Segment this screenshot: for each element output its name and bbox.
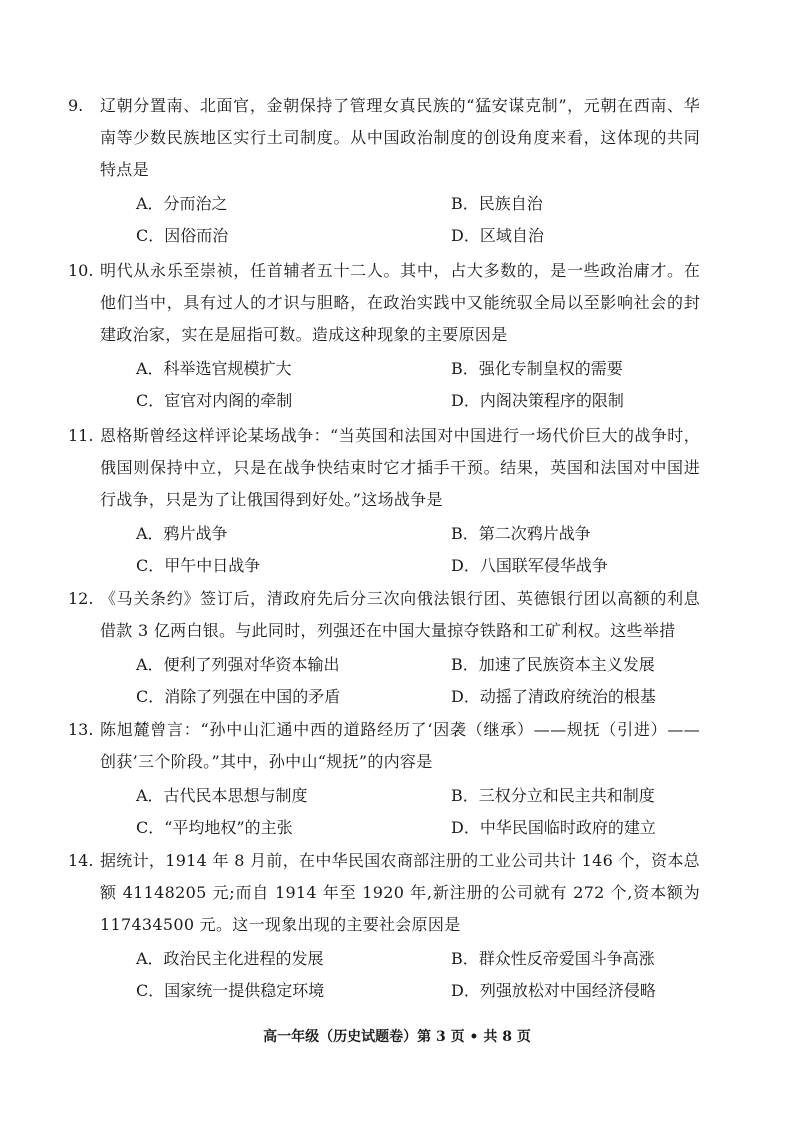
- question-10: [68, 255, 700, 417]
- question-number: 11.: [68, 426, 94, 445]
- option-c: C．消除了列强在中国的矛盾: [136, 687, 341, 706]
- options-grid: [136, 780, 700, 844]
- question-stem: 《马关条约》签订后，清政府先后分三次向俄法银行团、英德银行团以高额的利息借款 3 亿两白银。与此同时，列强还在中国大量掠夺铁路和工矿利权。这些举措: [100, 589, 700, 640]
- option-b: B．三权分立和民主共和制度: [451, 786, 655, 805]
- option-d: D．动摇了清政府统治的根基: [451, 687, 656, 706]
- option-c: C．因俗而治: [136, 226, 229, 245]
- option-c: C．国家统一提供稳定环境: [136, 981, 325, 1000]
- option-d: D．区域自治: [451, 226, 544, 245]
- option-c: C．“平均地权”的主张: [136, 818, 293, 837]
- question-13: [68, 714, 700, 844]
- page-footer: 高一年级（历史试题卷）第 3 页 • 共 8 页: [263, 1029, 531, 1045]
- option-b: B．第二次鸦片战争: [451, 524, 591, 543]
- question-stem: 陈旭麓曾言：“孙中山汇通中西的道路经历了‘因袭（继承）——规抚（引进）——创获’三个阶段。”其中，孙中山“规抚”的内容是: [100, 720, 700, 771]
- question-12: [68, 583, 700, 713]
- option-d: D．中华民国临时政府的建立: [451, 818, 656, 837]
- question-stem: 辽朝分置南、北面官，金朝保持了管理女真民族的“猛安谋克制”，元朝在西南、华南等少数民族地区实行土司制度。从中国政治制度的创设角度来看，这体现的共同特点是: [100, 96, 700, 179]
- option-a: A．分而治之: [136, 194, 228, 213]
- option-d: D．内阁决策程序的限制: [451, 391, 624, 410]
- option-b: B．民族自治: [451, 194, 543, 213]
- option-b: B．加速了民族资本主义发展: [451, 655, 655, 674]
- options-grid: [136, 649, 700, 713]
- question-number: 12.: [68, 589, 94, 608]
- question-9: [68, 90, 700, 252]
- options-grid: [136, 518, 700, 582]
- option-a: A．政治民主化进程的发展: [136, 949, 324, 968]
- question-stem: 明代从永乐至崇祯，任首辅者五十二人。其中，占大多数的，是一些政治庸才。在他们当中，具有过人的才识与胆略，在政治实践中又能统驭全局以至影响社会的封建政治家，实在是屈指可数。造成这种现象的主要原因是: [100, 261, 700, 344]
- question-number: 10.: [68, 261, 94, 280]
- options-grid: [136, 943, 700, 1007]
- option-a: A．便利了列强对华资本输出: [136, 655, 340, 674]
- option-a: A．古代民本思想与制度: [136, 786, 308, 805]
- question-number: 14.: [68, 851, 94, 870]
- option-d: D．八国联军侵华战争: [451, 556, 608, 575]
- question-stem: 据统计，1914 年 8 月前，在中华民国农商部注册的工业公司共计 146 个，资本总额 41148205 元;而自 1914 年至 1920 年,新注册的公司就有 272 个,资本额为 117434500 元。这一现象出现的主要社会原因是: [100, 851, 700, 934]
- option-c: C．宦官对内阁的牵制: [136, 391, 293, 410]
- option-c: C．甲午中日战争: [136, 556, 261, 575]
- option-a: A．科举选官规模扩大: [136, 359, 292, 378]
- option-b: B．强化专制皇权的需要: [451, 359, 623, 378]
- options-grid: [136, 353, 700, 417]
- question-11: [68, 420, 700, 582]
- question-number: 13.: [68, 720, 94, 739]
- question-number: 9.: [68, 96, 84, 115]
- question-14: [68, 845, 700, 1007]
- option-d: D．列强放松对中国经济侵略: [451, 981, 656, 1000]
- option-a: A．鸦片战争: [136, 524, 228, 543]
- question-stem: 恩格斯曾经这样评论某场战争：“当英国和法国对中国进行一场代价巨大的战争时，俄国则保持中立，只是在战争快结束时它才插手干预。结果，英国和法国对中国进行战争，只是为了让俄国得到好处。”这场战争是: [100, 426, 700, 509]
- options-grid: [136, 188, 700, 252]
- option-b: B．群众性反帝爱国斗争高涨: [451, 949, 655, 968]
